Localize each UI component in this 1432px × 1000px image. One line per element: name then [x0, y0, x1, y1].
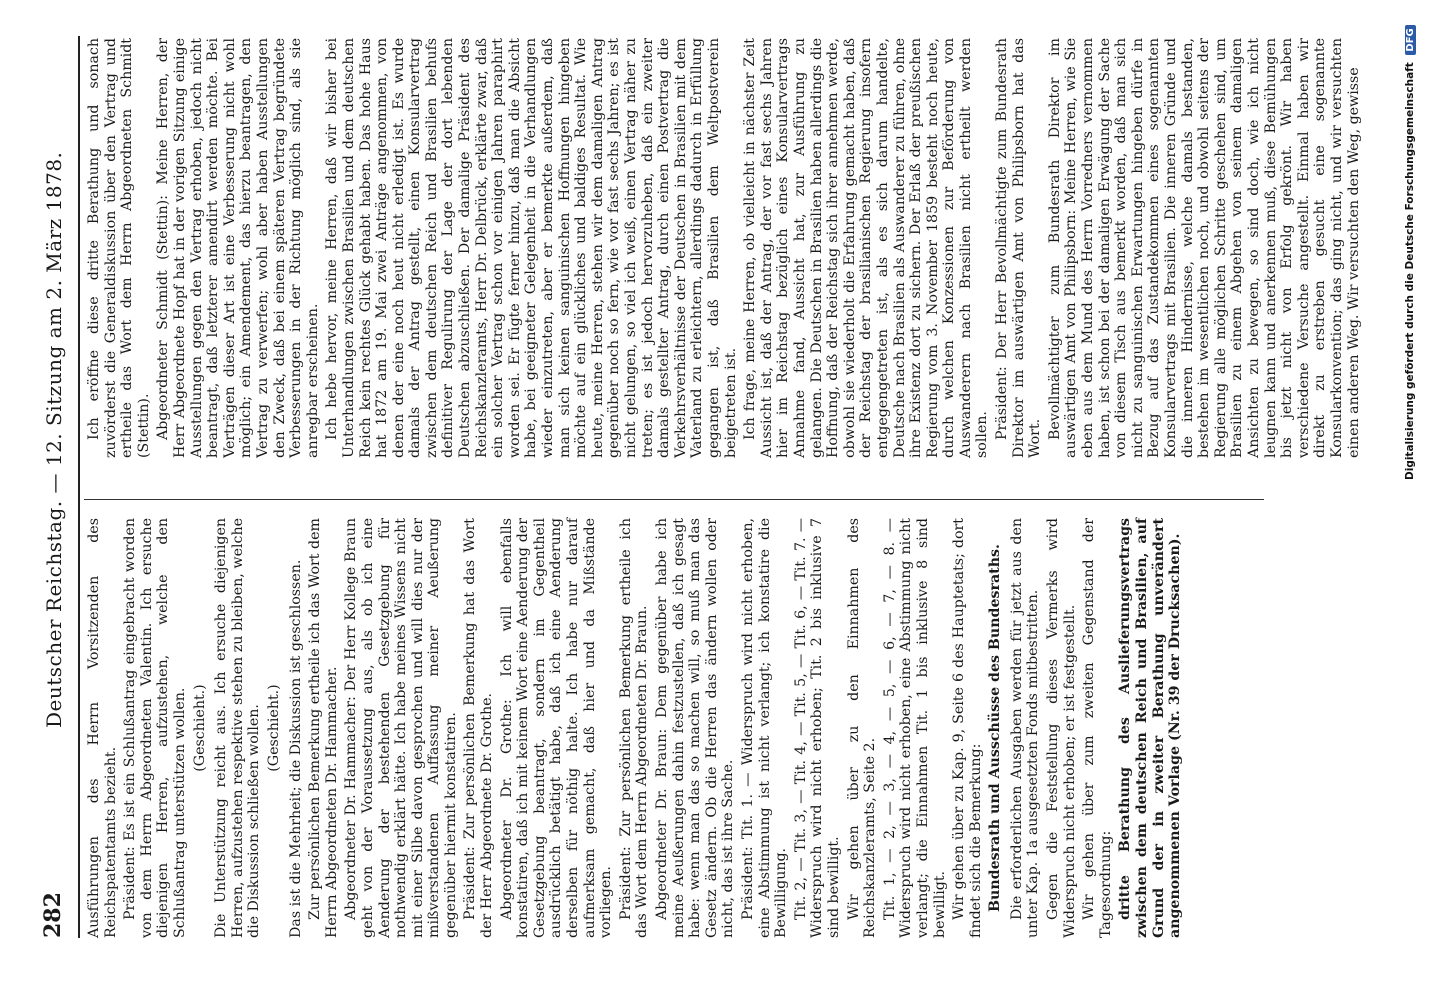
- paragraph: Abgeordneter Dr. Grothe: Ich will ebenfalls konstatiren, daß ich mit keinem Wort eine Aenderung der Gesetzgebung beantragt, sondern im Gegentheil ausdrücklich betätigt habe, daß ich eine Aenderung derselben für nöthig halte. Ich habe nur darauf aufmerksam gemacht, daß hier und da Mißstände vorliegen.: [498, 518, 615, 938]
- paragraph: Abgeordneter Dr. Braun: Dem gegenüber habe ich meine Aeußerungen dahin festzustellen, daß ich gesagt habe: wenn man das so machen will, so muß man das Gesetz ändern. Ob die Herren das ändern wollen oder nicht, das ist ihre Sache.: [654, 518, 737, 938]
- paragraph: dritte Berathung des Auslieferungsvertrags zwischen dem deutschen Reich und Brasilien, auf Grund der in zweiter Berathung unverändert angenommenen Vorlage (Nr. 39 der Drucksachen).: [1117, 518, 1184, 938]
- left-column: [86, 518, 1187, 938]
- paragraph: Das ist die Mehrheit; die Diskussion ist geschlossen.: [287, 559, 304, 938]
- paragraph: (Geschieht.): [191, 684, 208, 772]
- dfg-logo: DFG: [1405, 25, 1416, 54]
- paragraph: Die Unterstützung reicht aus. Ich ersuche diejenigen Herren, aufzustehen respektive stehen zu bleiben, welche die Diskussion schließen wollen.: [213, 518, 263, 938]
- right-column: [86, 38, 1365, 458]
- paragraph: Wir gehen über zu den Einnahmen des Reichskanzleramts, Seite 2.: [845, 518, 879, 938]
- paragraph: Präsident: Zur persönlichen Bemerkung hat das Wort der Herr Abgeordnete Dr. Grothe.: [462, 518, 496, 938]
- page-header: [8, 36, 80, 938]
- digitization-text: Digitalisierung gefördert durch die Deutsche Forschungsgemeinschaft: [1404, 62, 1416, 480]
- paragraph: Präsident: Es ist ein Schlußantrag eingebracht worden von dem Herrn Abgeordneten Valentin. Ich ersuche diejenigen Herren, aufzustehen, welche den Schlußantrag unterstützen wollen.: [122, 518, 188, 938]
- paragraph: Präsident: Zur persönlichen Bemerkung ertheile ich das Wort dem Herrn Abgeordneten Dr. Braun.: [617, 518, 651, 938]
- column-divider: [84, 499, 1264, 500]
- paragraph: Zur persönlichen Bemerkung ertheile ich das Wort dem Herrn Abgeordneten Dr. Hammacher.: [307, 518, 340, 938]
- paragraph: Abgeordneter Dr. Hammacher: Der Herr Kollege Braun geht von der Voraussetzung aus, als ob ich eine Aenderung der bestehenden Gesetzgebung für nothwendig erklärt hätte. Ich habe meines Wissens nicht mit einer Silbe davon gesprochen und will dies nur der mißverstandenen Auffassung meiner Aeußerung gegenüber hiermit konstatiren.: [343, 518, 459, 938]
- paragraph: Wir gehen über zu Kap. 9, Seite 6 des Hauptetats; dort findet sich die Bemerkung:: [951, 518, 984, 938]
- page-number: 282: [40, 892, 66, 938]
- paragraph: Wir gehen über zum zweiten Gegenstand der Tagesordnung:: [1081, 518, 1114, 938]
- paragraph: Gegen die Feststellung dieses Vermerks wird Widerspruch nicht erhoben; er ist festgestellt.: [1045, 518, 1078, 938]
- paragraph: Bundesrath und Ausschüsse des Bundesraths.: [987, 544, 1004, 912]
- paragraph: Tit. 1, — 2, — 3, — 4, — 5, — 6, — 7, — 8. — Widerspruch wird nicht erhoben, eine Abstimmung nicht verlangt; die Einnahmen Tit. 1 bis inklusive 8 sind bewilligt.: [881, 518, 948, 938]
- paragraph: Ich hebe hervor, meine Herren, daß wir bisher bei Unterhandlungen zwischen Brasilien und dem deutschen Reich kein rechtes Glück gehabt haben. Das hohe Haus hat 1872 am 19. Mai zwei Anträge angenommen, von denen der eine noch heut nicht erledigt ist. Es wurde damals der Antrag gestellt, einen Konsularvertrag zwischen dem deutschen Reich und Brasilien behufs definitiver Regulirung der Lage der dort lebenden Deutschen abzuschließen. Der damalige Präsident des Reichskanzleramts, Herr Dr. Delbrück, erklärte zwar, daß ein solcher Vertrag schon vor einigen Jahren paraphirt worden sei. Er fügte ferner hinzu, daß man die Absicht habe, bei geeigneter Gelegenheit in die Verhandlungen wieder einzutreten, aber er bemerkte außerdem, daß man sich keinen sanguinischen Hoffnungen hingeben möchte auf ein glückliches und baldiges Resultat. Wie heute, meine Herren, stehen wir dem damaligen Antrag gegenüber noch so fern, wie vor fast sechs Jahren; es ist nicht gelungen, so viel ich weiß, einen Vertrag näher zu treten; es ist jedoch hervorzuheben, daß ein zweiter damals gestellter Antrag, durch einen Postvertrag die Verkehrsverhältnisse der Deutschen in Brasilien mit dem Vaterland zu erleichtern, allerdings dadurch in Erfüllung gegangen ist, daß Brasilien dem Weltpostverein beigetreten ist.: [324, 38, 739, 458]
- paragraph: Bevollmächtigter zum Bundesrath Direktor im auswärtigen Amt von Philipsborn: Meine Herren, wie Sie eben aus dem Mund des Herrn Vorredners vernommen haben, ist schon bei der damaligen Erwägung der Sache von diesem Tisch aus bemerkt worden, daß man sich nicht zu sanguinischen Erwartungen hingeben dürfe in Bezug auf das Zustandekommen eines sogenannten Konsularvertrags mit Brasilien. Die inneren Gründe und die inneren Hindernisse, welche damals bestanden, bestehen im wesentlichen noch, und obwohl seitens der Regierung alle möglichen Schritte geschehen sind, um Brasilien zu einem Abgehen von seinem damaligen Ansichten zu bewegen, so sind doch, wie ich nicht leugnen kann und anerkennen muß, diese Bemühungen bis jetzt nicht von Erfolg gekrönt. Wir haben verschiedene Versuche angestellt. Einmal haben wir direkt zu erstreben gesucht eine sogenannte Konsularkonvention; das ging nicht, und wir versuchten einen anderen Weg. Wir versuchten den Weg, gewisse: [1046, 38, 1362, 458]
- running-head: Deutscher Reichstag. — 12. Sitzung am 2. März 1878.: [42, 151, 66, 728]
- paragraph: (Geschieht.): [265, 684, 282, 772]
- paragraph: Die erforderlichen Ausgaben werden für jetzt aus den unter Kap. 1a ausgesetzten Fonds mitbestritten.: [1008, 518, 1042, 938]
- paragraph: Präsident: Tit. 1. — Widerspruch wird nicht erhoben, eine Abstimmung ist nicht verlangt; ich konstatire die Bewilligung.: [739, 518, 790, 938]
- paragraph: Ausführungen des Herrn Vorsitzenden des Reichspatentamts bezieht.: [86, 518, 119, 938]
- paragraph: Ich eröffne diese dritte Berathung und sonach zuvörderst die Generaldiskussion über den Vertrag und ertheile das Wort dem Herrn Abgeordneten Schmidt (Stettin).: [86, 38, 152, 458]
- paragraph: Abgeordneter Schmidt (Stettin): Meine Herren, der Herr Abgeordnete Hopf hat in der vorigen Sitzung einige Ausstellungen gegen den Vertrag erhoben, jedoch nicht beantragt, daß letzterer amendirt werden möchte. Bei Verträgen dieser Art ist eine Verbesserung nicht wohl möglich; ein Amendement, das hierzu beantragen, den Vertrag zu verwerfen; wohl aber haben Ausstellungen den Zweck, daß bei einem späteren Vertrag begründete Verbesserungen in der Richtung möglich sind, als sie anregbar erscheinen.: [155, 38, 321, 458]
- paragraph: Ich frage, meine Herren, ob vielleicht in nächster Zeit Aussicht ist, daß der Antrag, der vor fast sechs Jahren hier im Reichstag bezüglich eines Konsularvertrags Annahme fand, Aussicht hat, zur Ausführung zu gelangen. Die Deutschen in Brasilien haben allerdings die Hoffnung, daß der Reichstag sich ihrer annehmen werde, obwohl sie wiederholt die Erfahrung gemacht haben, daß der Reichstag der brasilianischen Regierung insofern entgegengetreten ist, als es sich darum handelte, Deutsche nach Brasilien als Auswanderer zu führen, ohne ihre Existenz dort zu sichern. Der Erlaß der preußischen Regierung vom 3. November 1859 besteht noch heute, durch welchen Konzessionen zur Beförderung von Auswanderern nach Brasilien nicht ertheilt werden sollen.: [742, 38, 991, 458]
- paragraph: Tit. 2, — Tit. 3, — Tit. 4, — Tit. 5, — Tit. 6, — Tit. 7. — Widerspruch wird nicht erhoben; Tit. 2 bis inklusive 7 sind bewilligt.: [792, 518, 842, 938]
- digitization-note: [1404, 0, 1416, 480]
- paragraph: Präsident: Der Herr Bevollmächtigte zum Bundesrath Direktor im auswärtigen Amt von Philipsborn hat das Wort.: [994, 38, 1044, 458]
